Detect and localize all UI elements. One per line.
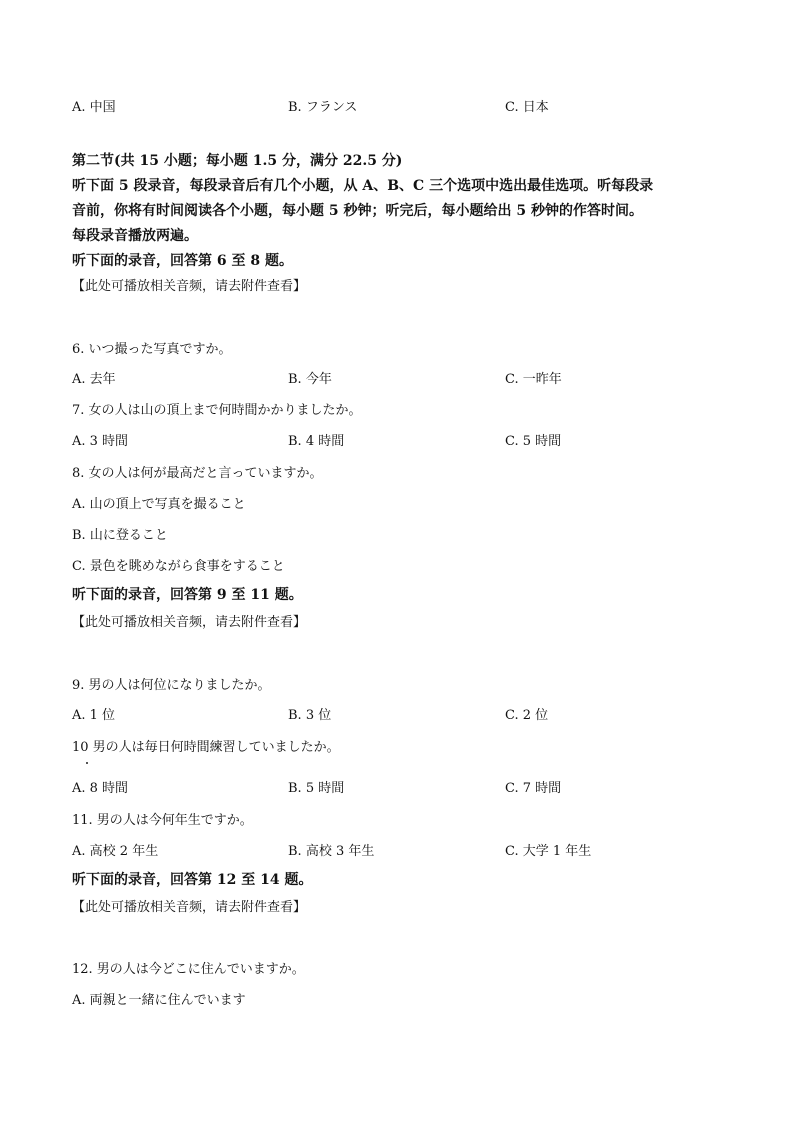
q9-option-b: B. 3 位 <box>288 708 332 723</box>
stray-dot <box>86 762 88 764</box>
group-2-header: 听下面的录音，回答第 9 至 11 题。 <box>72 587 303 603</box>
q8-option-a: A. 山の頂上で写真を撮ること <box>72 497 246 512</box>
q9-option-c: C. 2 位 <box>505 708 549 723</box>
q6-option-c: C. 一昨年 <box>505 372 562 387</box>
q11-option-c: C. 大学 1 年生 <box>505 844 592 859</box>
q10-option-b: B. 5 時間 <box>288 781 345 796</box>
question-9: 9. 男の人は何位になりましたか。 <box>72 678 271 693</box>
section-instruction-line-3: 每段录音播放两遍。 <box>72 228 198 244</box>
group-3-header: 听下面的录音，回答第 12 至 14 题。 <box>72 872 313 888</box>
q5-option-a: A. 中国 <box>72 100 116 115</box>
q7-option-c: C. 5 時間 <box>505 434 562 449</box>
q5-option-c: C. 日本 <box>505 100 549 115</box>
q7-option-a: A. 3 時間 <box>72 434 129 449</box>
question-11: 11. 男の人は今何年生ですか。 <box>72 813 253 828</box>
group-3-audio-note: 【此处可播放相关音频，请去附件查看】 <box>72 900 307 915</box>
q8-option-c: C. 景色を眺めながら食事をすること <box>72 559 285 574</box>
question-7: 7. 女の人は山の頂上まで何時間かかりましたか。 <box>72 403 362 418</box>
group-1-audio-note: 【此处可播放相关音频，请去附件查看】 <box>72 279 307 294</box>
q6-option-b: B. 今年 <box>288 372 332 387</box>
q12-option-a: A. 両親と一緒に住んでいます <box>72 993 246 1008</box>
q9-option-a: A. 1 位 <box>72 708 116 723</box>
question-10: 10 男の人は毎日何時間練習していましたか。 <box>72 740 340 755</box>
q5-option-b: B. フランス <box>288 100 358 115</box>
q11-option-a: A. 高校 2 年生 <box>72 844 159 859</box>
question-6: 6. いつ撮った写真ですか。 <box>72 342 232 357</box>
section-title: 第二节(共 15 小题；每小题 1.5 分，满分 22.5 分) <box>72 153 403 169</box>
group-2-audio-note: 【此处可播放相关音频，请去附件查看】 <box>72 615 307 630</box>
question-8: 8. 女の人は何が最高だと言っていますか。 <box>72 466 323 481</box>
q8-option-b: B. 山に登ること <box>72 528 168 543</box>
section-instruction-line-2: 音前，你将有时间阅读各个小题，每小题 5 秒钟；听完后，每小题给出 5 秒钟的作答时间。 <box>72 203 643 219</box>
q10-option-a: A. 8 時間 <box>72 781 129 796</box>
q7-option-b: B. 4 時間 <box>288 434 345 449</box>
q10-option-c: C. 7 時間 <box>505 781 562 796</box>
group-1-header: 听下面的录音，回答第 6 至 8 题。 <box>72 253 293 269</box>
question-12: 12. 男の人は今どこに住んでいますか。 <box>72 962 305 977</box>
section-instruction-line-1: 听下面 5 段录音，每段录音后有几个小题，从 A、B、C 三个选项中选出最佳选项。听每段录 <box>72 178 654 194</box>
q6-option-a: A. 去年 <box>72 372 116 387</box>
q11-option-b: B. 高校 3 年生 <box>288 844 375 859</box>
